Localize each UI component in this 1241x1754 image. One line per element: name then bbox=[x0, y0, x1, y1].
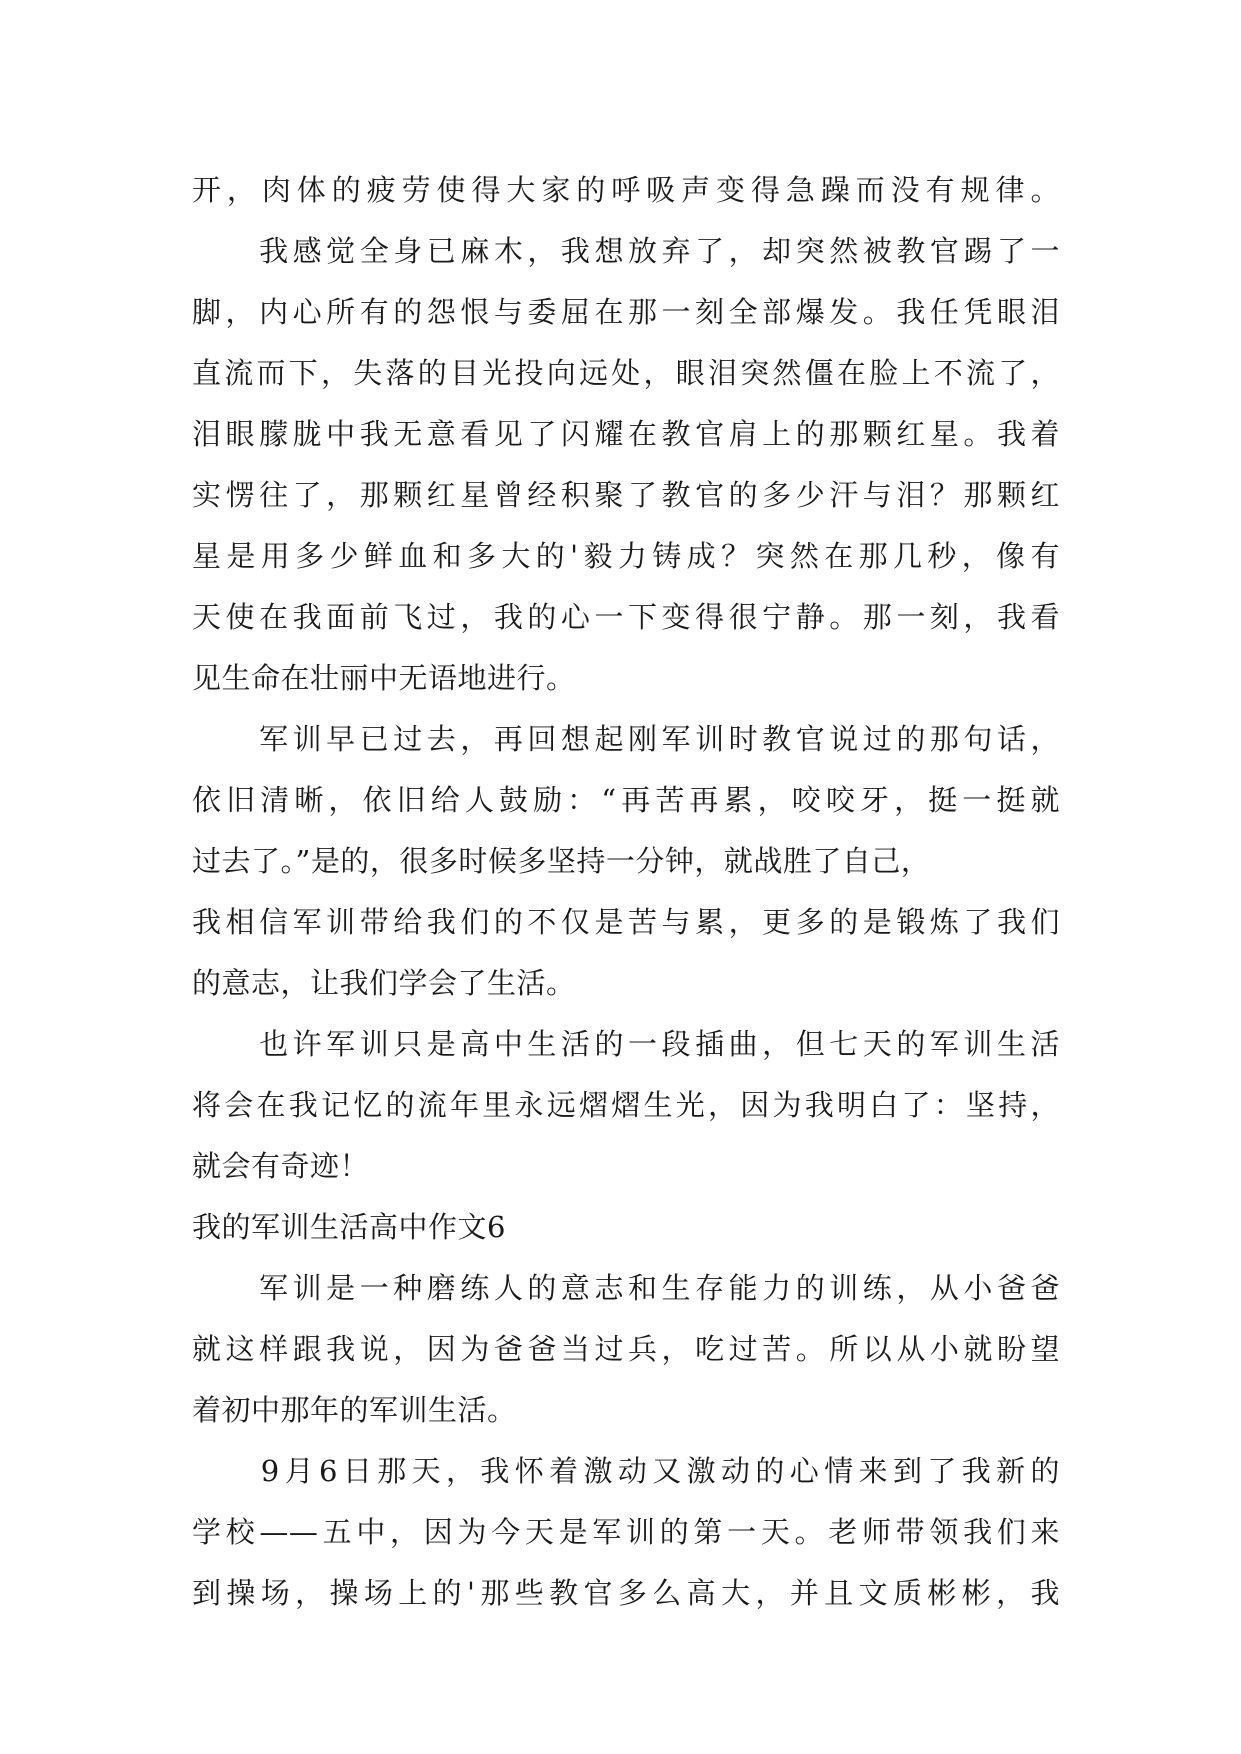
paragraph-line: 9月6日那天，我怀着激动又激动的心情来到了我新的 bbox=[192, 1454, 1060, 1488]
document-body bbox=[192, 160, 1060, 1624]
paragraph-line: 军训早已过去，再回想起刚军训时教官说过的那句话， bbox=[192, 722, 1060, 756]
paragraph-line: 学校——五中，因为今天是军训的第一天。老师带领我们来 bbox=[192, 1515, 1060, 1549]
paragraph-line: 军训是一种磨练人的意志和生存能力的训练，从小爸爸 bbox=[192, 1271, 1060, 1305]
paragraph-line: 见生命在壮丽中无语地进行。 bbox=[192, 661, 576, 695]
paragraph-line: 过去了。”是的，很多时候多坚持一分钟，就战胜了自己， bbox=[192, 844, 931, 878]
paragraph-line: 直流而下，失落的目光投向远处，眼泪突然僵在脸上不流了， bbox=[192, 356, 1060, 390]
paragraph-line: 也许军训只是高中生活的一段插曲，但七天的军训生活 bbox=[192, 1027, 1060, 1061]
section-heading: 我的军训生活高中作文6 bbox=[192, 1210, 506, 1244]
paragraph-line: 我感觉全身已麻木，我想放弃了，却突然被教官踢了一 bbox=[192, 234, 1060, 268]
paragraph-line: 就会有奇迹！ bbox=[192, 1149, 370, 1183]
paragraph-line: 天使在我面前飞过，我的心一下变得很宁静。那一刻，我看 bbox=[192, 600, 1060, 634]
paragraph-line: 到操场，操场上的'那些教官多么高大，并且文质彬彬，我 bbox=[192, 1576, 1060, 1610]
paragraph-line: 实愣往了，那颗红星曾经积聚了教官的多少汗与泪？那颗红 bbox=[192, 478, 1060, 512]
paragraph-line: 将会在我记忆的流年里永远熠熠生光，因为我明白了：坚持， bbox=[192, 1088, 1060, 1122]
paragraph-line: 依旧清晰，依旧给人鼓励：“再苦再累，咬咬牙，挺一挺就 bbox=[192, 783, 1060, 817]
paragraph-line: 开，肉体的疲劳使得大家的呼吸声变得急躁而没有规律。 bbox=[192, 173, 1060, 207]
paragraph-line: 就这样跟我说，因为爸爸当过兵，吃过苦。所以从小就盼望 bbox=[192, 1332, 1060, 1366]
paragraph-line: 脚，内心所有的怨恨与委屈在那一刻全部爆发。我任凭眼泪 bbox=[192, 295, 1060, 329]
paragraph-line: 泪眼朦胧中我无意看见了闪耀在教官肩上的那颗红星。我着 bbox=[192, 417, 1060, 451]
paragraph-line: 着初中那年的军训生活。 bbox=[192, 1393, 517, 1427]
paragraph-line: 星是用多少鲜血和多大的'毅力铸成？突然在那几秒，像有 bbox=[192, 539, 1060, 573]
paragraph-line: 的意志，让我们学会了生活。 bbox=[192, 966, 576, 1000]
paragraph-line: 我相信军训带给我们的不仅是苦与累，更多的是锻炼了我们 bbox=[192, 905, 1060, 939]
